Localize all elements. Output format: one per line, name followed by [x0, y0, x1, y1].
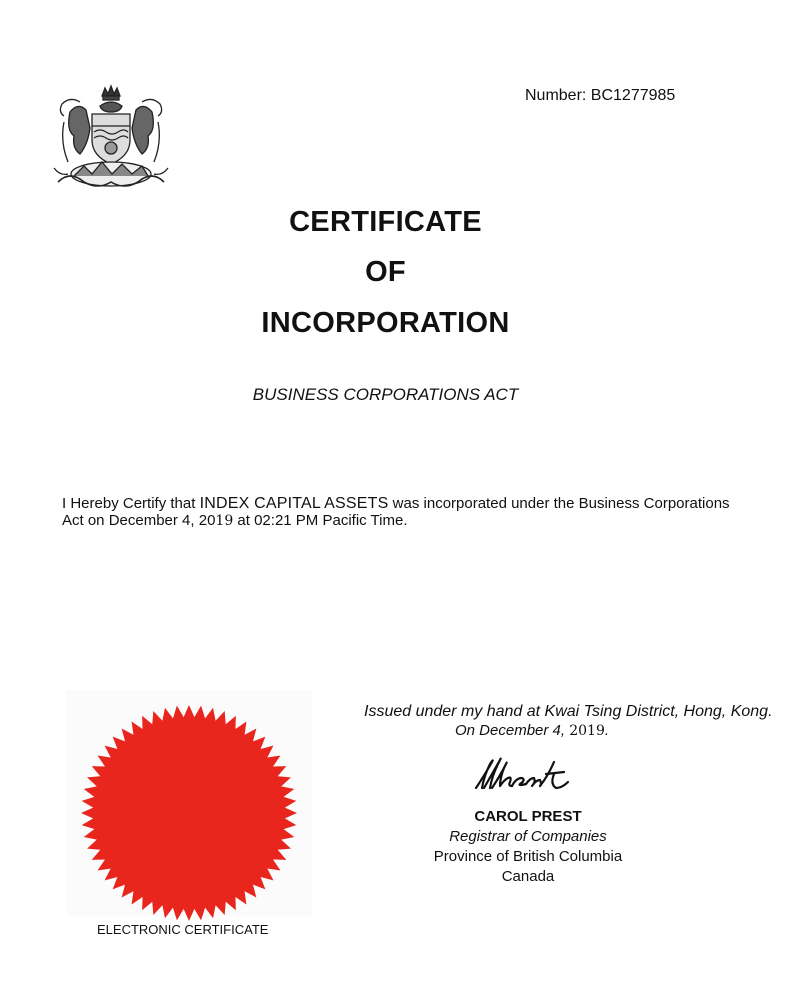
- handwritten-signature-icon: [470, 754, 580, 796]
- certify-prefix: I Hereby Certify that: [62, 495, 200, 512]
- title-line-3: INCORPORATION: [261, 307, 510, 339]
- certification-statement: [62, 495, 742, 530]
- registrar-title: Registrar of Companies: [449, 828, 607, 845]
- company-name: INDEX CAPITAL ASSETS: [199, 495, 389, 512]
- coat-of-arms-crest-icon: [50, 82, 172, 190]
- issued-date-year: 2019: [569, 723, 605, 739]
- issued-place-line: Issued under my hand at Kwai Tsing District, Hong, Kong.: [364, 703, 773, 720]
- electronic-certificate-label: ELECTRONIC CERTIFICATE: [97, 922, 269, 937]
- issued-date-prefix: On December 4,: [455, 722, 570, 739]
- act-name: BUSINESS CORPORATIONS ACT: [252, 385, 519, 404]
- certificate-number: Number: BC1277985: [525, 87, 676, 104]
- certify-middle: was incorporated under the Business Corporations Act on December 4, 20: [62, 495, 730, 529]
- title-line-2: OF: [365, 256, 406, 288]
- title-line-1: CERTIFICATE: [289, 206, 482, 238]
- red-starburst-seal-icon: [79, 703, 299, 923]
- issued-date-suffix: .: [604, 722, 610, 739]
- registrar-name: CAROL PREST: [474, 808, 582, 825]
- certify-year-suffix: 19: [215, 513, 234, 529]
- certify-suffix: at 02:21 PM Pacific Time.: [233, 512, 408, 529]
- issued-date-line: [455, 722, 609, 739]
- registrar-country: Canada: [501, 868, 555, 885]
- registrar-province: Province of British Columbia: [433, 848, 623, 865]
